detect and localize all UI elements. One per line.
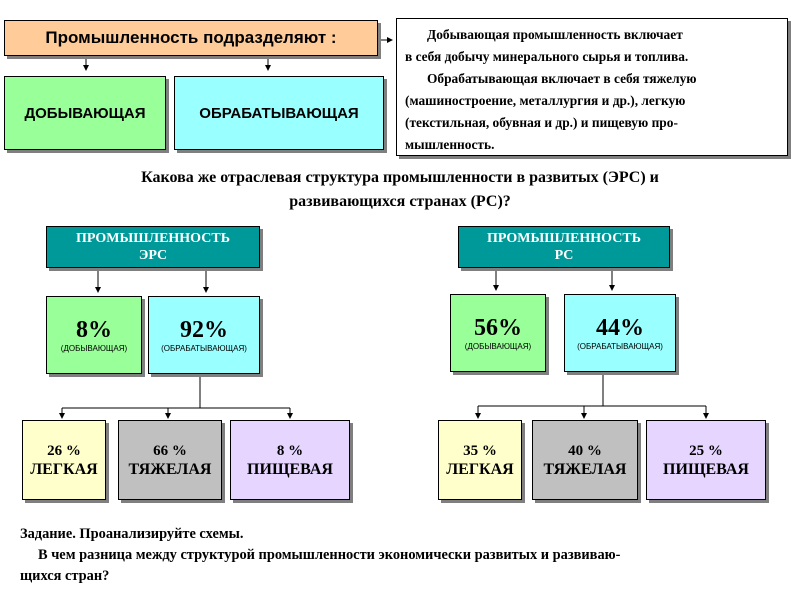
rs-heavy-label: ТЯЖЕЛАЯ <box>543 460 627 478</box>
ers-light-label: ЛЕГКАЯ <box>30 460 98 478</box>
task-text <box>20 524 790 587</box>
task-line: щихся стран? <box>20 568 110 584</box>
note-line: Добывающая промышленность включает <box>427 27 683 42</box>
ers-food-box <box>230 420 350 500</box>
divide-label-box <box>4 20 378 56</box>
ers-manufacturing-pct: 92% <box>180 316 228 343</box>
ers-heavy-label: ТЯЖЕЛАЯ <box>128 460 212 478</box>
ers-food-pct: 8 % <box>276 442 304 459</box>
note-line: Обрабатывающая включает в себя тяжелую <box>427 71 697 86</box>
question-line: Какова же отраслевая структура промышленности в развитых (ЭРС) и <box>141 169 659 186</box>
manufacturing-box <box>174 76 384 150</box>
extractive-label: ДОБЫВАЮЩАЯ <box>24 104 146 122</box>
ers-extractive-pct: 8% <box>76 316 112 343</box>
question <box>0 166 800 214</box>
rs-manufacturing-label: (ОБРАБАТЫВАЮЩАЯ) <box>577 341 663 351</box>
definition-note <box>396 18 788 156</box>
rs-food-pct: 25 % <box>689 442 723 459</box>
manufacturing-label: ОБРАБАТЫВАЮЩАЯ <box>199 104 359 122</box>
rs-title-line2: РС <box>554 248 574 263</box>
rs-heavy-box <box>532 420 638 500</box>
ers-heavy-pct: 66 % <box>153 442 187 459</box>
question-line: развивающихся странах (РС)? <box>289 193 511 210</box>
ers-extractive-box <box>46 296 142 374</box>
rs-food-box <box>646 420 766 500</box>
ers-manufacturing-box <box>148 296 260 374</box>
ers-extractive-label: (ДОБЫВАЮЩАЯ) <box>60 343 128 353</box>
rs-heavy-pct: 40 % <box>568 442 602 459</box>
rs-extractive-box <box>450 294 546 372</box>
rs-title-line1: ПРОМЫШЛЕННОСТЬ <box>487 231 641 246</box>
divide-label: Промышленность подразделяют : <box>45 28 337 47</box>
note-line: в себя добычу минерального сырья и топлива. <box>405 49 689 64</box>
ers-heavy-box <box>118 420 222 500</box>
ers-manufacturing-label: (ОБРАБАТЫВАЮЩАЯ) <box>161 343 247 353</box>
ers-food-label: ПИЩЕВАЯ <box>247 460 333 478</box>
rs-title-box <box>458 226 670 268</box>
rs-extractive-pct: 56% <box>474 314 522 341</box>
task-line: В чем разница между структурой промышленности экономически развитых и развиваю- <box>38 547 621 563</box>
extractive-box <box>4 76 166 150</box>
ers-title-box <box>46 226 260 268</box>
task-line: Задание. Проанализируйте схемы. <box>20 526 244 542</box>
note-line: (машиностроение, металлургия и др.), легкую <box>405 93 686 108</box>
note-line: мышленность. <box>405 137 495 152</box>
rs-manufacturing-box <box>564 294 676 372</box>
rs-extractive-label: (ДОБЫВАЮЩАЯ) <box>464 341 532 351</box>
ers-title-line2: ЭРС <box>138 248 168 263</box>
ers-light-pct: 26 % <box>47 442 81 459</box>
rs-manufacturing-pct: 44% <box>596 314 644 341</box>
rs-light-box <box>438 420 522 500</box>
ers-light-box <box>22 420 106 500</box>
ers-title-line1: ПРОМЫШЛЕННОСТЬ <box>76 231 230 246</box>
rs-light-pct: 35 % <box>463 442 497 459</box>
note-line: (текстильная, обувная и др.) и пищевую про- <box>405 115 678 130</box>
rs-light-label: ЛЕГКАЯ <box>446 460 514 478</box>
rs-food-label: ПИЩЕВАЯ <box>663 460 749 478</box>
